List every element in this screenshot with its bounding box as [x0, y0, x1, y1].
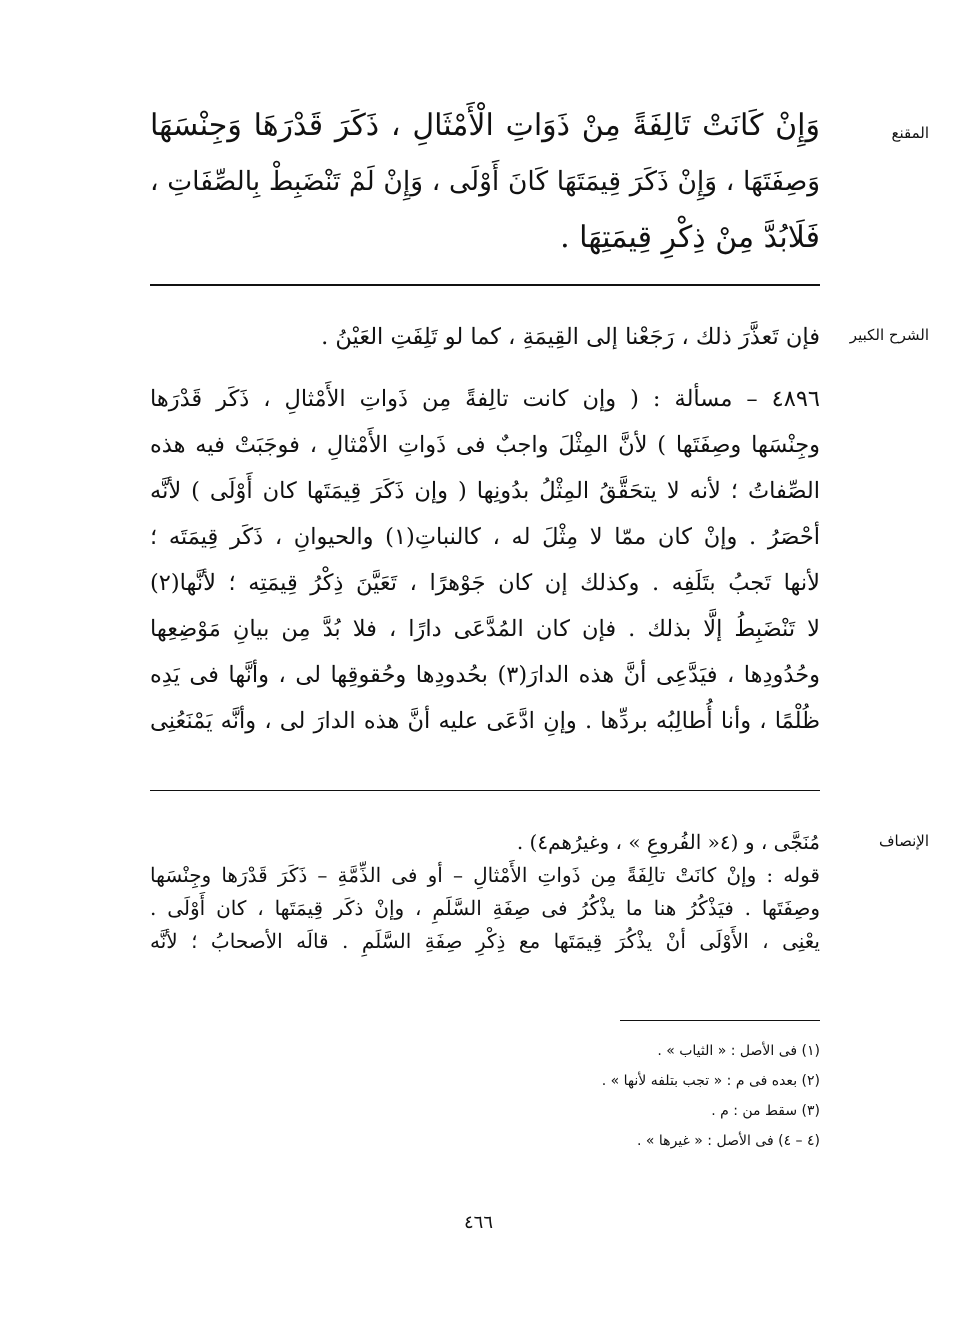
sharh-intro [150, 314, 820, 360]
insaf-line: مُنَجَّى ، و (٤« الفُروعِ » ، وغيرُهم٤) . [516, 830, 820, 854]
section-label-muqni: المقنع [891, 124, 929, 142]
section-label-insaf: الإنصاف [878, 832, 929, 850]
insaf-line: وصِفَتَها . فيَذْكُرُ هنا ما يذْكُرُ فى صِفَةِ السَّلَمِ ، وإنْ ذكَر قِيمَتَها ، كان أَوْلَى . [150, 896, 820, 920]
muqni-line: وَصِفَتَهَا ، وَإِنْ ذَكَرَ قِيمَتَهَا كَانَ أَوْلَى ، وَإِنْ لَمْ تَنْضَبِطْ بِالصِّفَاتِ ، [150, 166, 820, 197]
sharh-line: لأنها تَجبُ بتَلَفِه . وكذلك إن كان جَوْهرًا ، تَعَيَّنَ ذِكْرُ قِيمَتِه ؛ لأنَّها(٢) [150, 570, 820, 596]
footnotes [450, 1036, 820, 1156]
muqni-text [150, 98, 820, 266]
sharh-line: أحْصَرُ . وإنْ كان ممّا لا مِثْلَ له ، كالنباتِ(١) والحيوانِ ، ذَكَر قِيمَتَه ؛ [150, 524, 820, 550]
sharh-line: فإن تَعذَّرَ ذلك ، رَجَعْنا إلى القِيمَةِ ، كما لو تَلِفَتِ العَيْنُ . [321, 324, 820, 350]
insaf-text [150, 826, 820, 958]
sharh-line: وحُدُودِها ، فيَدَّعِى أنَّ هذه الدارَ(٣) بحُدودِها وحُقوقِها لى ، وأنَّها فى يَدِه [150, 662, 820, 688]
sharh-line: لا تَنْضَبِطُ إلَّا بذلك . فإن كان المُدَّعَى دارًا ، فلا بُدَّ مِن بيانِ مَوْضِعِها [150, 616, 820, 642]
footnote: (٣) سقط من : م . [711, 1103, 820, 1119]
insaf-line: قوله : وإنْ كانَتْ تالِفَةً مِن ذَواتِ الأَمْثالِ – أو فى الذِّمَّةِ – ذَكَرَ قَدْرَها وجِنْسَها [150, 863, 820, 887]
footnote-divider [620, 1020, 820, 1021]
muqni-line: فَلَابُدَّ مِنْ ذِكْرِ قِيمَتِهَا . [560, 220, 820, 255]
sharh-text [150, 376, 820, 744]
section-divider [150, 790, 820, 791]
muqni-line: وَإِنْ كَانَتْ تَالِفَةً مِنْ ذَوَاتِ الْأَمْثَالِ ، ذَكَرَ قَدْرَهَا وَجِنْسَهَا [150, 108, 820, 143]
sharh-line: ٤٨٩٦ – مسألة : ( وإن كانت تالِفةً مِن ذَواتِ الأَمْثالِ ، ذَكَر قَدْرَها [150, 386, 820, 412]
section-divider [150, 284, 820, 286]
footnote: (٤ – ٤) فى الأصل : « غيرها » . [637, 1133, 820, 1149]
sharh-line: ظُلْمًا ، وأنا أُطالِبُه بردِّها . وإنِ ادَّعَى عليه أنَّ هذه الدارَ لى ، وأنَّه يَمْنَعُنِى [150, 708, 820, 734]
footnote: (١) فى الأصل : « الثياب » . [657, 1043, 820, 1059]
section-label-sharh: الشرح الكبير [849, 326, 929, 344]
footnote: (٢) بعده فى م : « تجب بتلفه لأنها » . [601, 1073, 820, 1089]
sharh-line: وجِنْسَها وصِفَتَها ) لأنَّ المِثْلَ واجبٌ فى ذَواتِ الأَمْثالِ ، فوجَبَتْ فيه هذه [150, 432, 820, 458]
page-number: ٤٦٦ [463, 1212, 493, 1233]
insaf-line: يعْنِى ، الأَوْلَى أنْ يذْكُرَ قِيمَتَها مع ذِكْرِ صِفَةِ السَّلَمِ . قالَه الأصحابُ ؛ لأنَّه [150, 929, 820, 953]
sharh-line: الصِّفاتُ ؛ لأنه لا يتحَقَّقُ المِثْلُ بدُونِها ( وإن ذَكَرَ قِيمَتَها كان أَوْلَى ) لأنَّه [150, 478, 820, 504]
